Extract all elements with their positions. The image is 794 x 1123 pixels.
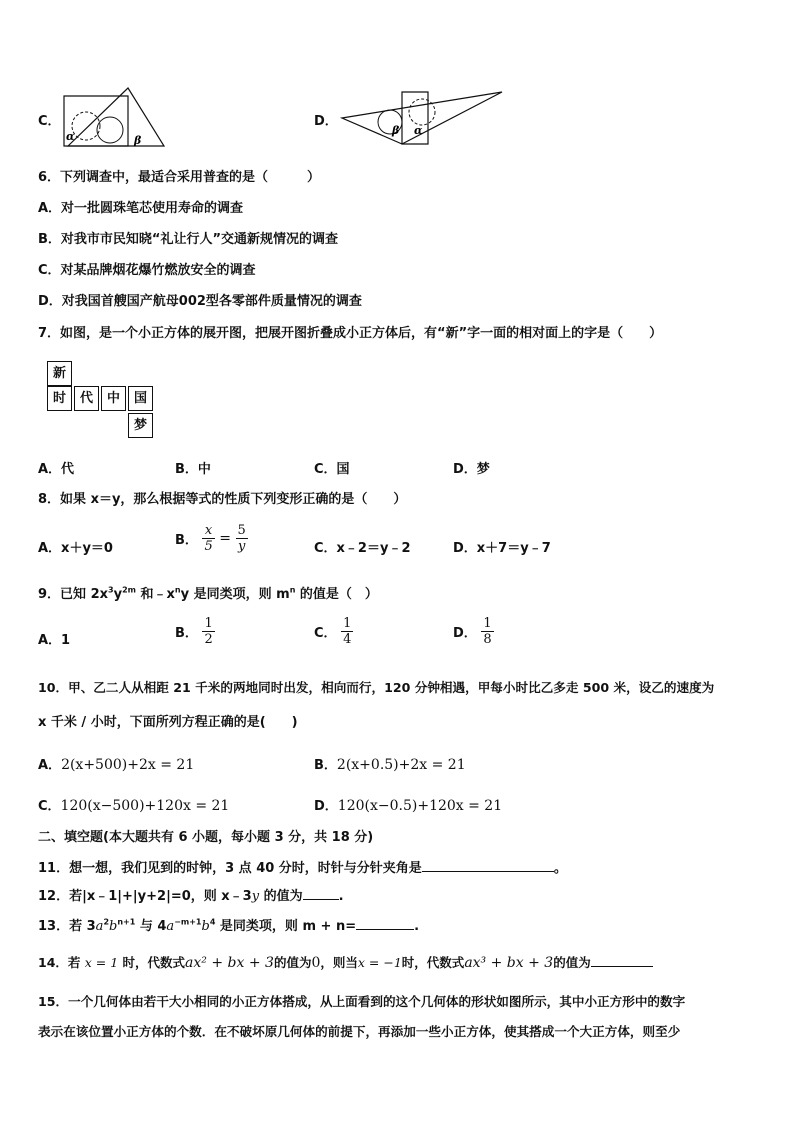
q6-option-d: D．对我国首艘国产航母002型各零部件质量情况的调查: [38, 294, 362, 309]
q9-c-fraction: [341, 616, 353, 647]
q14-math: ax² + bx + 3: [185, 955, 274, 971]
fraction-denominator: 2: [204, 632, 213, 647]
q5-option-c-figure: [60, 84, 170, 150]
q13-sup: 2: [103, 917, 110, 927]
q14-text: 时，代数式: [401, 955, 465, 970]
q6-option-c: C．对某品牌烟花爆竹燃放安全的调查: [38, 263, 256, 278]
q12-text: 的值为: [259, 889, 303, 904]
q8-b-fraction-right: [236, 523, 248, 554]
q10-stem-line1: 10．甲、乙二人从相距 21 千米的两地同时出发，相向而行，120 分钟相遇，甲每小时比乙多走 500 米，设乙的速度为: [38, 680, 715, 695]
q10-option-c: [38, 795, 229, 814]
q14-math: 0: [311, 955, 321, 971]
q9-stem-part: y 是同类项，则 m: [180, 587, 290, 602]
q13-sup: n+1: [117, 917, 136, 927]
q12-text: 12．若|x﹣1|+|y+2|=0，则 x﹣3: [38, 889, 252, 904]
q14-math: x = 1: [84, 955, 119, 970]
q9-option-c: [314, 616, 353, 647]
q10-option-c-label: C．: [38, 799, 61, 814]
q5-c-alpha: α: [66, 130, 75, 143]
fraction-numerator: 1: [483, 616, 492, 631]
q14-math: ax³ + bx + 3: [464, 955, 554, 971]
q9-stem-part: 9．已知 2x: [38, 587, 109, 602]
q8-b-equals: =: [219, 530, 231, 547]
q13-var: a: [166, 919, 175, 934]
q8-option-a: A．x＋y＝0: [38, 541, 113, 556]
q13-sup: −m+1: [174, 917, 202, 927]
q11-answer-blank[interactable]: [422, 871, 554, 872]
q7-option-c: C．国: [314, 462, 350, 477]
cube-cell-dai: 代: [74, 386, 99, 411]
q10-stem-line2: x 千米 / 小时，下面所列方程正确的是( ): [38, 715, 298, 730]
q9-sup: 3: [108, 585, 114, 595]
cube-cell-meng: 梦: [128, 413, 153, 438]
q7-option-b: B．中: [175, 462, 211, 477]
q11: [38, 857, 567, 876]
q5-option-d-figure: [338, 86, 508, 150]
fraction-denominator: 8: [483, 632, 492, 647]
q8-option-b: [175, 523, 248, 554]
q14-answer-blank[interactable]: [591, 966, 653, 967]
cube-cell-shi: 时: [47, 386, 72, 411]
q6-stem: 6．下列调查中，最适合采用普查的是（ ）: [38, 170, 321, 185]
q9-option-b: [175, 616, 215, 647]
fraction-denominator: y: [237, 539, 246, 554]
fraction-numerator: 5: [237, 523, 246, 538]
q13-var: b: [201, 919, 210, 934]
q10-option-b: [314, 754, 466, 773]
q14-text: 时，代数式: [118, 955, 186, 970]
cube-cell-zhong: 中: [101, 386, 126, 411]
q13-text: 与 4: [135, 919, 167, 934]
q13: [38, 915, 419, 934]
fraction-numerator: 1: [204, 616, 213, 631]
q9-option-d-label: D．: [453, 626, 477, 641]
q10-option-d: [314, 795, 502, 814]
q13-end: .: [414, 919, 420, 934]
q12-answer-blank[interactable]: [303, 899, 339, 900]
q13-var: b: [109, 919, 118, 934]
q8-stem: 8．如果 x＝y，那么根据等式的性质下列变形正确的是（ ）: [38, 492, 407, 507]
q15-line1: 15．一个几何体由若干大小相同的小正方体搭成，从上面看到的这个几何体的形状如图所示，其中小正方形中的数字: [38, 994, 686, 1009]
q10-option-b-expr: 2(x+0.5)+2x = 21: [336, 757, 466, 773]
q8-b-fraction-left: [202, 523, 214, 554]
q13-var: a: [95, 919, 104, 934]
q10-option-d-expr: 120(x−0.5)+120x = 21: [337, 798, 503, 814]
q9-stem-part: 的值是（ ）: [295, 587, 378, 602]
q9-stem-part: 和﹣x: [135, 587, 175, 602]
q14-text: 14．若: [38, 955, 85, 970]
q10-option-a: [38, 754, 194, 773]
q12-end: .: [338, 889, 344, 904]
q10-option-a-label: A．: [38, 758, 62, 773]
q9-sup: n: [289, 585, 296, 595]
q14-text: 的值为: [273, 955, 312, 970]
q9-option-b-label: B．: [175, 626, 198, 641]
q9-stem-part: y: [113, 587, 123, 602]
q9-option-a: A．1: [38, 633, 71, 648]
q9-sup: 2m: [122, 585, 136, 595]
q9-stem: [38, 583, 378, 602]
fraction-numerator: x: [202, 523, 214, 539]
q11-text: 11．想一想，我们见到的时钟，3 点 40 分时，时针与分针夹角是: [38, 861, 422, 876]
q7-option-d: D．梦: [453, 462, 490, 477]
q9-sup: n: [174, 585, 181, 595]
q12: [38, 885, 344, 904]
q10-option-a-expr: 2(x+500)+2x = 21: [61, 757, 195, 773]
q14-text: ，则当: [320, 955, 358, 970]
q9-option-d: [453, 616, 494, 647]
q8-option-c: C．x﹣2＝y﹣2: [314, 541, 411, 556]
q10-option-d-label: D．: [314, 799, 338, 814]
q10-option-c-expr: 120(x−500)+120x = 21: [60, 798, 230, 814]
fraction-numerator: 1: [343, 616, 352, 631]
q8-option-b-label: B．: [175, 533, 198, 548]
q7-option-a: A．代: [38, 462, 75, 477]
q6-option-a: A．对一批圆珠笔芯使用寿命的调查: [38, 201, 244, 216]
q8-option-d: D．x＋7＝y﹣7: [453, 541, 551, 556]
q13-sup: 4: [209, 917, 216, 927]
q6-option-b: B．对我市市民知晓“礼让行人”交通新规情况的调查: [38, 232, 338, 247]
q5-option-c-label: C．: [38, 114, 61, 129]
q9-d-fraction: [481, 616, 493, 647]
q5-option-d-label: D．: [314, 114, 338, 129]
q13-answer-blank[interactable]: [356, 929, 414, 930]
cube-cell-xin: 新: [47, 361, 72, 386]
q9-b-fraction: [202, 616, 214, 647]
q14-text: 的值为: [553, 955, 591, 970]
q11-end: 。: [553, 861, 567, 876]
q10-option-b-label: B．: [314, 758, 337, 773]
q9-option-c-label: C．: [314, 626, 337, 641]
q5-d-beta: β: [392, 124, 400, 137]
q12-var: y: [251, 889, 260, 904]
fraction-denominator: 5: [204, 539, 213, 554]
q14: [38, 953, 653, 971]
q13-text: 是同类项，则 m + n=: [215, 919, 357, 934]
q14-math: x = −1: [357, 955, 402, 970]
section-title-fill-in: 二、填空题(本大题共有 6 小题，每小题 3 分，共 18 分): [38, 830, 374, 845]
q5-d-alpha: α: [414, 124, 423, 137]
cube-cell-guo: 国: [128, 386, 153, 411]
fraction-denominator: 4: [343, 632, 352, 647]
q13-text: 13．若 3: [38, 919, 96, 934]
q15-line2: 表示在该位置小正方体的个数．在不破坏原几何体的前提下，再添加一些小正方体，使其搭成一个大正方体，则至少: [38, 1024, 681, 1039]
q7-stem: 7．如图，是一个小正方体的展开图，把展开图折叠成小正方体后，有“新”字一面的相对面上的字是（ ）: [38, 326, 663, 341]
q5-c-beta: β: [134, 134, 142, 147]
